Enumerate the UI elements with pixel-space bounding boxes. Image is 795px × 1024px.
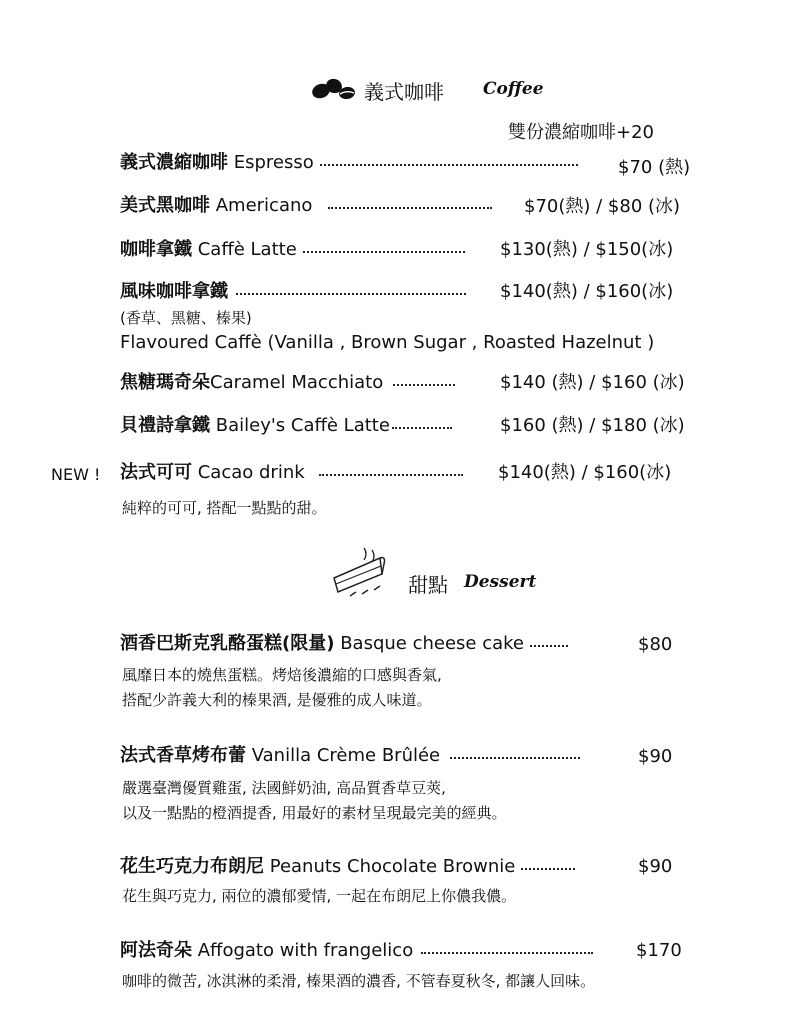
item-name-en: Basque cheese cake bbox=[340, 633, 524, 654]
item-price: $140(熱) / $160(冰) bbox=[498, 462, 672, 483]
item-name-zh: 酒香巴斯克乳酪蛋糕(限量) bbox=[120, 633, 335, 654]
menu-item-espresso bbox=[120, 152, 582, 174]
item-name-en: Affogato with frangelico bbox=[197, 940, 414, 961]
item-name-zh: 風味咖啡拿鐵 bbox=[120, 281, 228, 302]
item-description: 以及一點點的橙酒提香, 用最好的素材呈現最完美的經典。 bbox=[122, 804, 507, 822]
item-name-zh: 法式可可 bbox=[120, 462, 192, 483]
item-price: $70 (熱) bbox=[618, 157, 691, 178]
item-price: $160 (熱) / $180 (冰) bbox=[500, 415, 685, 436]
item-name-zh: 焦糖瑪奇朵 bbox=[120, 372, 210, 393]
item-name-en: Caramel Macchiato bbox=[210, 372, 384, 393]
item-description: 嚴選臺灣優質雞蛋, 法國鮮奶油, 高品質香草豆莢, bbox=[122, 779, 446, 797]
item-name-en: Peanuts Chocolate Brownie bbox=[269, 856, 516, 877]
item-price: $140(熱) / $160(冰) bbox=[500, 281, 674, 302]
flavour-options-en: Flavoured Caffè (Vanilla , Brown Sugar , Roasted Hazelnut ) bbox=[120, 332, 655, 353]
item-name-zh: 咖啡拿鐵 bbox=[120, 239, 192, 260]
item-name-en: Caffè Latte bbox=[197, 239, 297, 260]
item-name-en: Bailey's Caffè Latte bbox=[215, 415, 390, 436]
cacao-description: 純粹的可可, 搭配一點點的甜。 bbox=[122, 499, 327, 517]
menu-item-creme-brulee bbox=[120, 745, 584, 767]
coffee-beans-icon bbox=[310, 76, 356, 102]
new-badge: NEW ! bbox=[51, 465, 101, 484]
item-price: $90 bbox=[638, 746, 673, 767]
item-name-en: Espresso bbox=[233, 152, 314, 173]
menu-item-baileys-latte bbox=[120, 415, 456, 437]
menu-item-basque-cheesecake bbox=[120, 633, 572, 655]
coffee-section-title: 義式咖啡 bbox=[364, 80, 444, 104]
item-name-en: Cacao drink bbox=[197, 462, 305, 483]
item-name-en: Americano bbox=[215, 195, 313, 216]
item-price: $80 bbox=[638, 634, 673, 655]
item-name-zh: 花生巧克力布朗尼 bbox=[120, 856, 264, 877]
item-description: 搭配少許義大利的榛果酒, 是優雅的成人味道。 bbox=[122, 691, 432, 709]
item-name-zh: 義式濃縮咖啡 bbox=[120, 152, 228, 173]
item-name-en: Vanilla Crème Brûlée bbox=[251, 745, 441, 766]
coffee-section-title-en: Coffee bbox=[483, 79, 544, 99]
item-price: $140 (熱) / $160 (冰) bbox=[500, 372, 685, 393]
item-price: $90 bbox=[638, 856, 673, 877]
double-shot-note: 雙份濃縮咖啡+20 bbox=[508, 122, 654, 143]
item-name-zh: 阿法奇朵 bbox=[120, 940, 192, 961]
item-description: 風靡日本的燒焦蛋糕。烤焙後濃縮的口感與香氣, bbox=[122, 666, 442, 684]
item-name-zh: 法式香草烤布蕾 bbox=[120, 745, 246, 766]
item-name-zh: 美式黑咖啡 bbox=[120, 195, 210, 216]
flavour-options-zh: (香草、黑糖、榛果) bbox=[120, 309, 252, 327]
menu-item-flavoured-latte bbox=[120, 281, 470, 303]
cake-slice-icon bbox=[328, 544, 402, 600]
menu-item-caffe-latte bbox=[120, 239, 469, 261]
dessert-section-title: 甜點 bbox=[408, 573, 448, 597]
item-price: $70(熱) / $80 (冰) bbox=[524, 196, 681, 217]
menu-item-americano bbox=[120, 195, 496, 217]
item-name-zh: 貝禮詩拿鐵 bbox=[120, 415, 210, 436]
menu-item-cacao-drink bbox=[120, 462, 467, 484]
menu-item-peanut-brownie bbox=[120, 856, 579, 878]
menu-item-caramel-macchiato bbox=[120, 372, 459, 394]
item-description: 咖啡的微苦, 冰淇淋的柔滑, 榛果酒的濃香, 不管春夏秋冬, 都讓人回味。 bbox=[122, 972, 596, 990]
item-price: $130(熱) / $150(冰) bbox=[500, 239, 674, 260]
item-description: 花生與巧克力, 兩位的濃郁愛情, 一起在布朗尼上你儂我儂。 bbox=[122, 887, 517, 905]
dessert-section-title-en: Dessert bbox=[464, 572, 537, 592]
item-price: $170 bbox=[636, 940, 682, 961]
menu-item-affogato bbox=[120, 940, 597, 962]
